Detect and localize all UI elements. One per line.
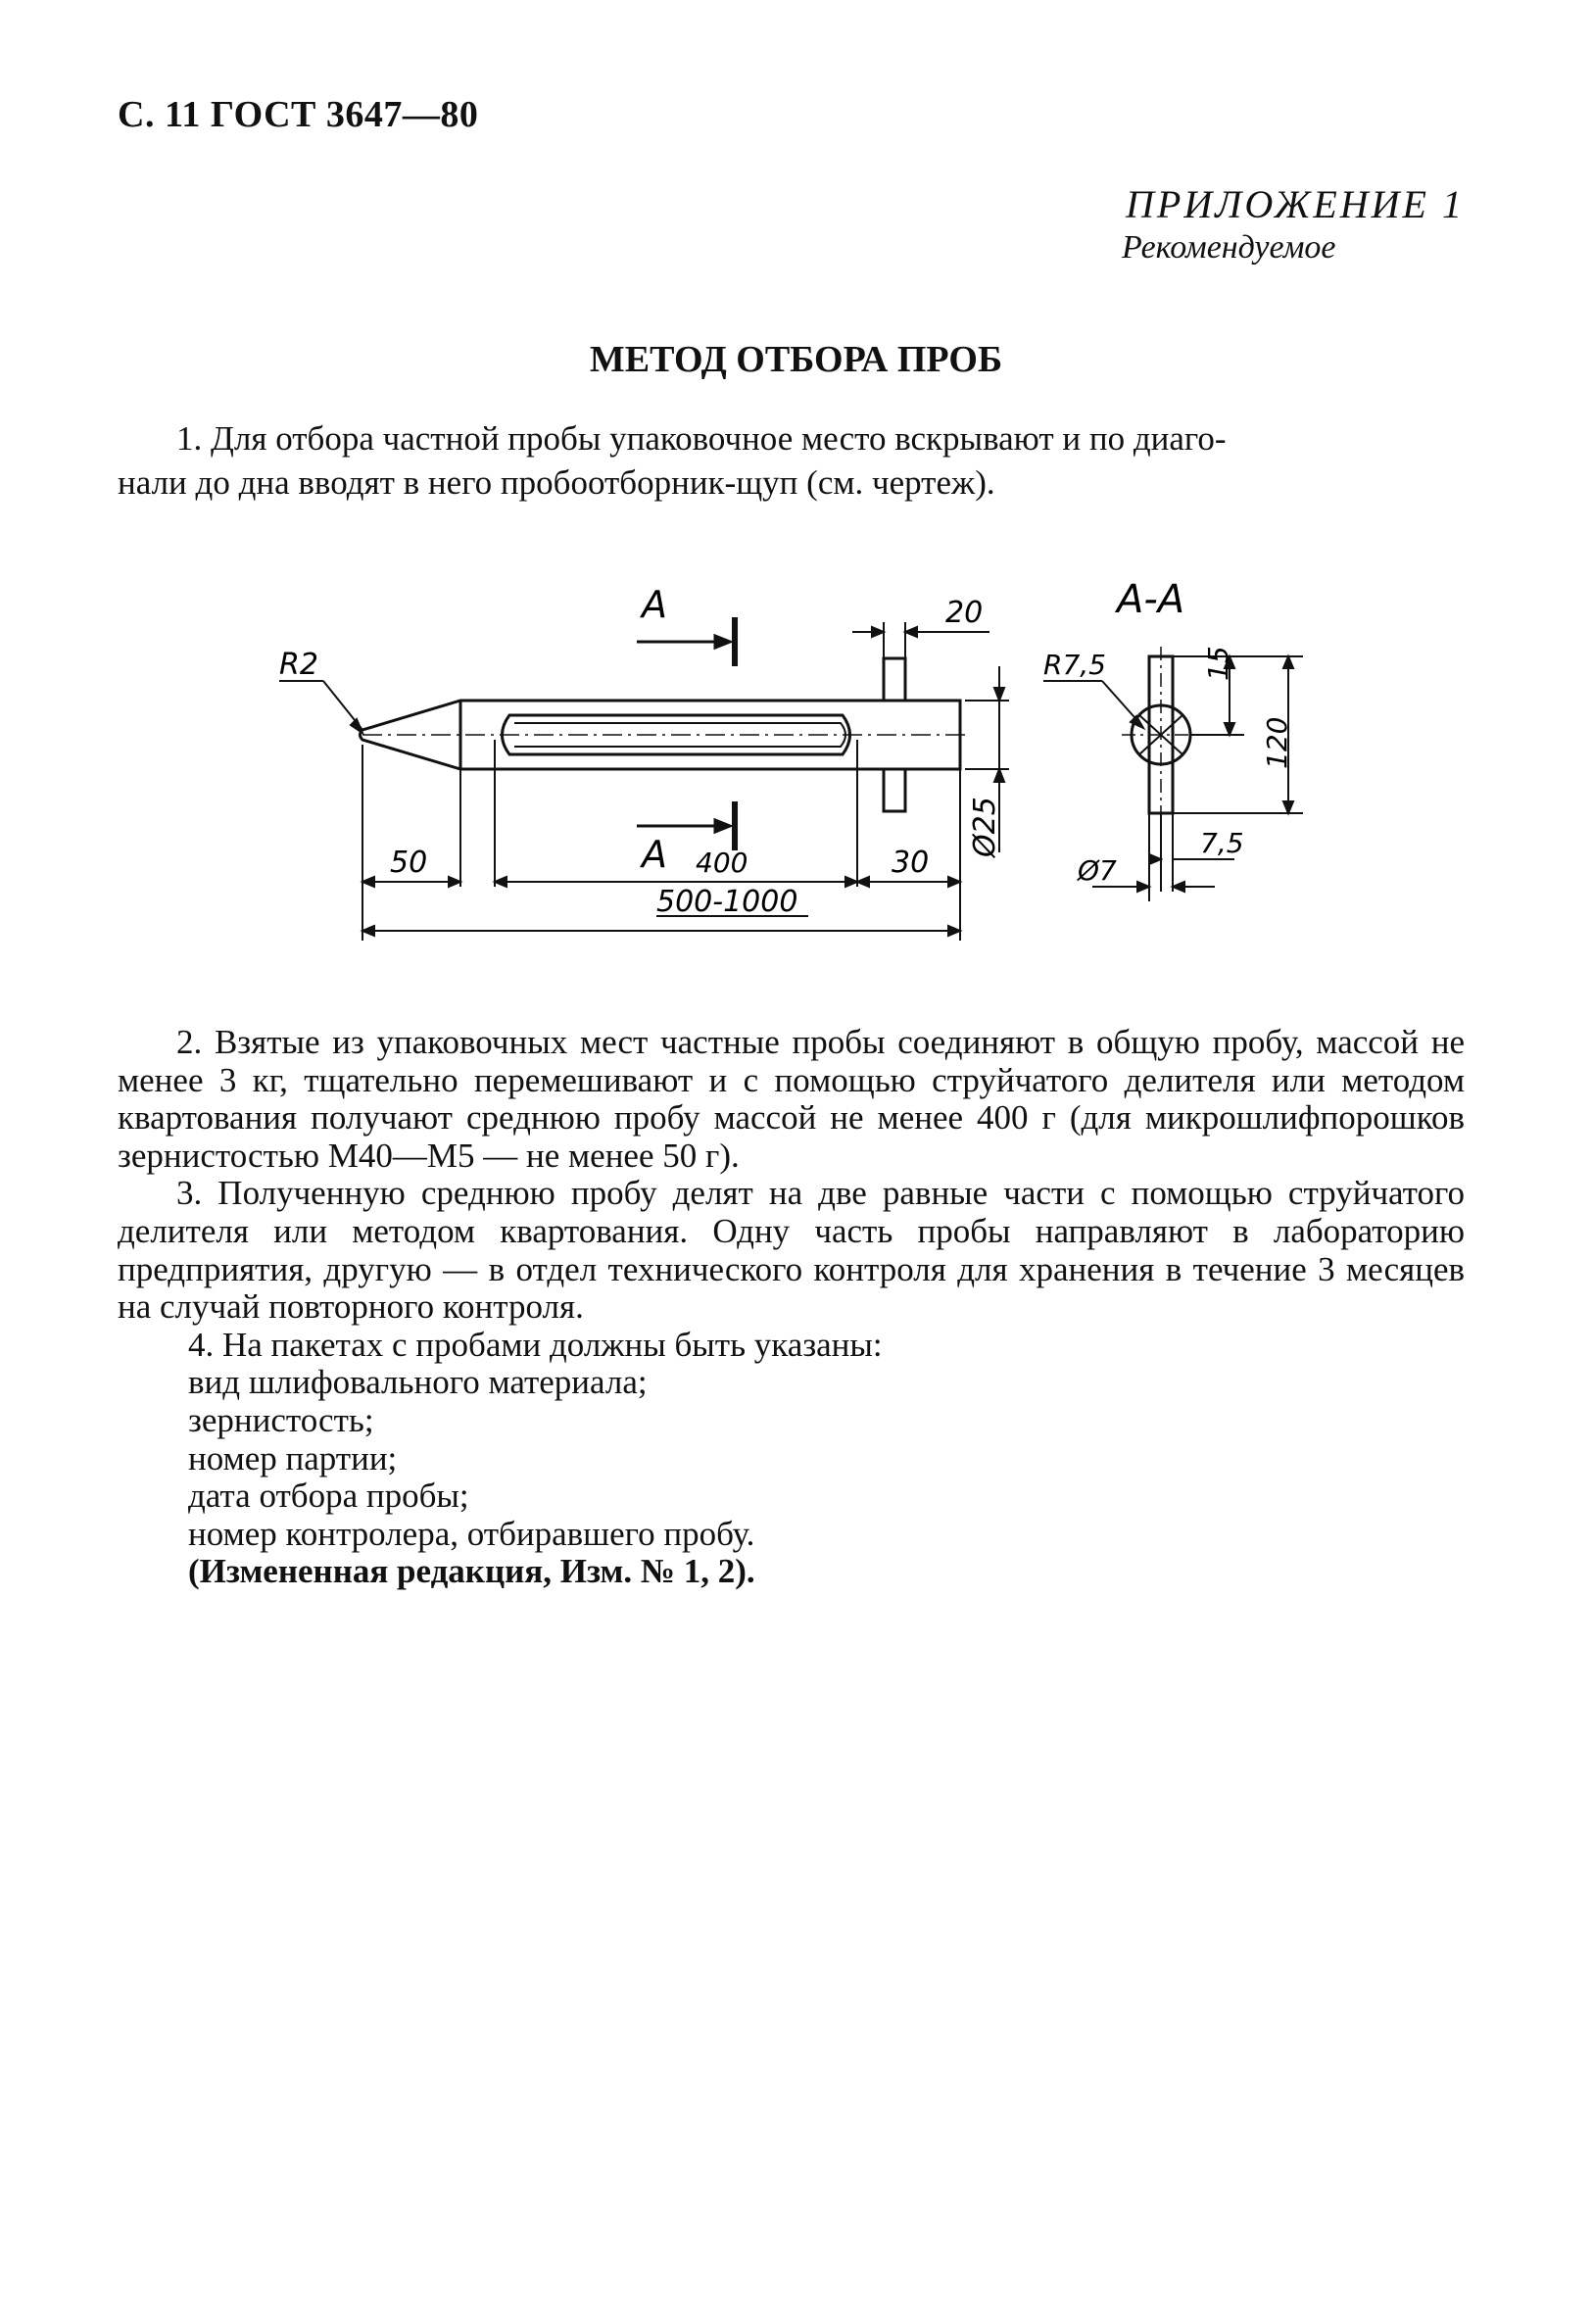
radius-r2-label: R2 [279,648,318,682]
paragraph-4-intro: 4. На пакетах с пробами должны быть указаны: [188,1325,883,1364]
radius-r75-label: R7,5 [1043,649,1106,681]
dim-50-label: 50 [390,846,428,880]
sampler-drawing [265,568,1323,960]
dim-400-label: 400 [696,847,748,879]
text-block [118,1024,1465,1591]
appendix-block [1122,181,1465,266]
list-item: дата отбора пробы; [188,1477,469,1516]
paragraph-2: 2. Взятые из упаковочных мест частные пробы соединяют в общую пробу, массой не менее 3 кг, тщательно перемешивают и с помощью струйчатого делителя или методом квартования получают среднюю пробу массой не менее 400 г (для микрошлифпорошков зернистостью М40—М5 — не менее 50 г). [118,1023,1465,1175]
dim-d25-label: Ø25 [968,797,1002,857]
dim-30-label: 30 [892,846,930,880]
list-item: вид шлифовального материала; [188,1363,648,1402]
list-item: номер партии; [188,1438,398,1477]
dim-d7-label: Ø7 [1078,854,1117,887]
appendix-subtitle: Рекомендуемое [1122,229,1336,266]
section-mark-a-top: A [642,583,667,626]
paragraph-1-line-1: 1. Для отбора частной пробы упаковочное место вскрывают и по диаго- [176,419,1227,458]
dim-7-5-label: 7,5 [1200,827,1244,859]
dim-120-label: 120 [1261,716,1293,769]
paragraph-3: 3. Полученную среднюю пробу делят на две равные части с помощью струйчатого делителя или методом квартования. Одну часть пробы направляют в лабораторию предприятия, другую — в отдел технического контроля для хранения в течение 3 месяцев на случай повторного контроля. [118,1174,1465,1327]
paragraph-1-line-2: нали до дна вводят в него пробоотборник-щуп (см. чертеж). [118,463,995,502]
dim-500-1000-label: 500-1000 [656,885,798,919]
probe-handle-bottom [884,769,905,811]
page-header: С. 11 ГОСТ 3647—80 [118,94,479,135]
section-mark-a-bottom: A [642,833,667,876]
paragraph-1 [118,416,1465,505]
list-item: номер контролера, отбиравшего пробу. [188,1514,755,1553]
list-item: зернистость; [188,1400,374,1439]
section-a-a-title: A-A [1117,577,1185,622]
probe-handle-top [884,658,905,701]
dim-15-label: 15 [1202,646,1234,681]
section-title: МЕТОД ОТБОРА ПРОБ [589,339,1003,380]
dim-20-label: 20 [945,596,984,630]
revision-note: (Измененная редакция, Изм. № 1, 2). [188,1552,755,1591]
appendix-title: ПРИЛОЖЕНИЕ 1 [1126,182,1465,226]
